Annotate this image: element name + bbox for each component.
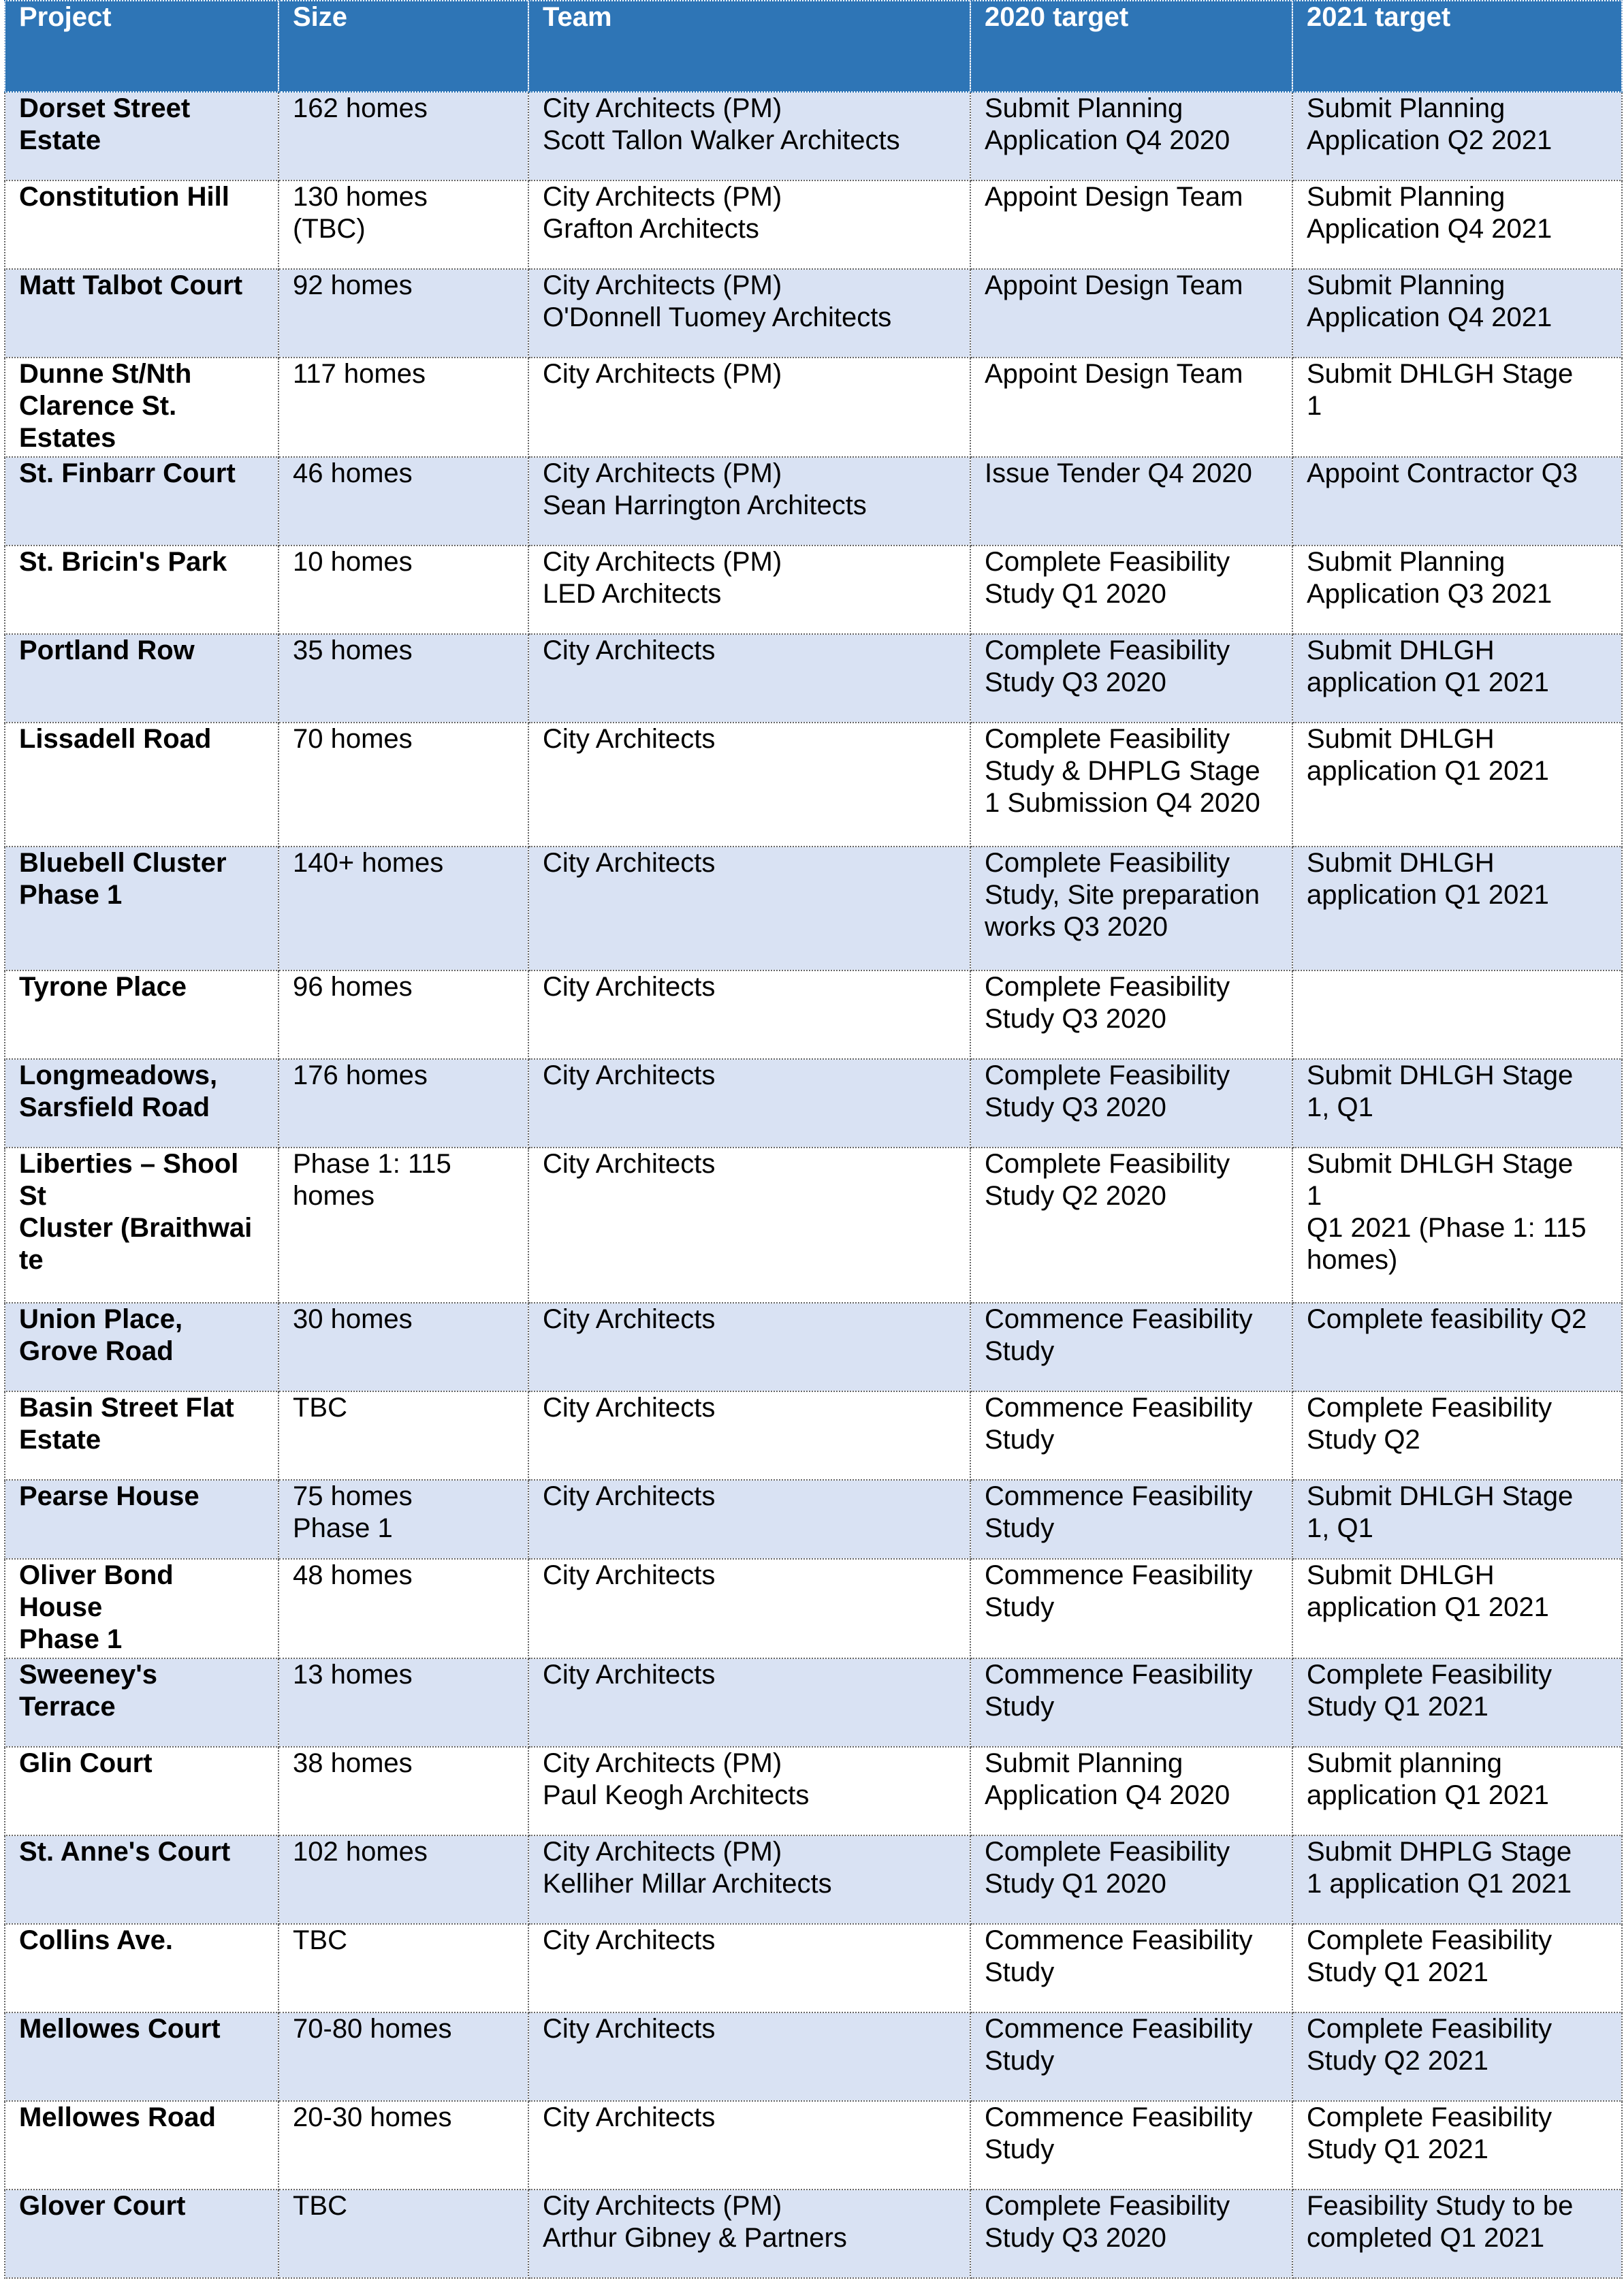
project-cell: Basin Street Flat Estate xyxy=(5,1391,278,1480)
team-cell: City Architects (PM) LED Architects xyxy=(528,546,970,634)
column-header-2020-target: 2020 target xyxy=(970,1,1292,92)
project-cell: Mellowes Court xyxy=(5,2012,278,2101)
target-2021-cell: Submit DHLGH Stage 1 Q1 2021 (Phase 1: 115 homes) xyxy=(1292,1148,1622,1303)
team-cell: City Architects xyxy=(528,1391,970,1480)
project-cell: Matt Talbot Court xyxy=(5,269,278,358)
target-2021-cell xyxy=(1292,970,1622,1059)
target-2020-cell: Complete Feasibility Study Q3 2020 xyxy=(970,2190,1292,2278)
target-2021-cell: Submit Planning Application Q2 2021 xyxy=(1292,92,1622,180)
target-2021-cell: Submit DHLGH Stage 1 xyxy=(1292,358,1622,457)
project-cell: Liberties – Shool St Cluster (Braithwai te xyxy=(5,1148,278,1303)
target-2020-cell: Complete Feasibility Study Q2 2020 xyxy=(970,1148,1292,1303)
target-2020-cell: Commence Feasibility Study xyxy=(970,1658,1292,1747)
target-2021-cell: Submit DHLGH Stage 1, Q1 xyxy=(1292,1059,1622,1148)
target-2021-cell: Submit Planning Application Q3 2021 xyxy=(1292,546,1622,634)
target-2020-cell: Complete Feasibility Study Q1 2020 xyxy=(970,546,1292,634)
project-cell: Glin Court xyxy=(5,1747,278,1835)
team-cell: City Architects (PM) Arthur Gibney & Partners xyxy=(528,2190,970,2278)
table-row xyxy=(5,723,1622,847)
target-2020-cell: Appoint Design Team xyxy=(970,180,1292,269)
table-body xyxy=(5,92,1622,2278)
project-cell: Union Place, Grove Road xyxy=(5,1303,278,1391)
team-cell: City Architects (PM) Sean Harrington Architects xyxy=(528,457,970,546)
size-cell: 46 homes xyxy=(278,457,528,546)
team-cell: City Architects (PM) Grafton Architects xyxy=(528,180,970,269)
team-cell: City Architects xyxy=(528,1924,970,2012)
target-2020-cell: Commence Feasibility Study xyxy=(970,2012,1292,2101)
projects-table xyxy=(4,0,1623,2279)
size-cell: 20-30 homes xyxy=(278,2101,528,2190)
team-cell: City Architects xyxy=(528,847,970,970)
table-row xyxy=(5,970,1622,1059)
table-row xyxy=(5,1059,1622,1148)
size-cell: 92 homes xyxy=(278,269,528,358)
team-cell: City Architects xyxy=(528,1658,970,1747)
size-cell: 48 homes xyxy=(278,1559,528,1658)
team-cell: City Architects (PM) Scott Tallon Walker Architects xyxy=(528,92,970,180)
table-row xyxy=(5,1559,1622,1658)
project-cell: St. Bricin's Park xyxy=(5,546,278,634)
project-cell: Longmeadows, Sarsfield Road xyxy=(5,1059,278,1148)
target-2021-cell: Submit DHLGH Stage 1, Q1 xyxy=(1292,1480,1622,1559)
target-2020-cell: Submit Planning Application Q4 2020 xyxy=(970,1747,1292,1835)
target-2021-cell: Submit Planning Application Q4 2021 xyxy=(1292,180,1622,269)
table-row xyxy=(5,1747,1622,1835)
size-cell: 162 homes xyxy=(278,92,528,180)
team-cell: City Architects xyxy=(528,970,970,1059)
target-2021-cell: Complete feasibility Q2 xyxy=(1292,1303,1622,1391)
column-header-2021-target: 2021 target xyxy=(1292,1,1622,92)
project-cell: Pearse House xyxy=(5,1480,278,1559)
team-cell: City Architects xyxy=(528,1303,970,1391)
project-cell: Oliver Bond House Phase 1 xyxy=(5,1559,278,1658)
table-row xyxy=(5,269,1622,358)
target-2021-cell: Submit Planning Application Q4 2021 xyxy=(1292,269,1622,358)
project-cell: St. Finbarr Court xyxy=(5,457,278,546)
size-cell: 70 homes xyxy=(278,723,528,847)
team-cell: City Architects xyxy=(528,2101,970,2190)
target-2021-cell: Submit DHPLG Stage 1 application Q1 2021 xyxy=(1292,1835,1622,1924)
table-row xyxy=(5,1658,1622,1747)
target-2021-cell: Submit DHLGH application Q1 2021 xyxy=(1292,723,1622,847)
project-cell: Dunne St/Nth Clarence St. Estates xyxy=(5,358,278,457)
target-2020-cell: Complete Feasibility Study & DHPLG Stage 1 Submission Q4 2020 xyxy=(970,723,1292,847)
team-cell: City Architects xyxy=(528,1148,970,1303)
target-2020-cell: Appoint Design Team xyxy=(970,358,1292,457)
size-cell: Phase 1: 115 homes xyxy=(278,1148,528,1303)
target-2020-cell: Commence Feasibility Study xyxy=(970,2101,1292,2190)
target-2021-cell: Complete Feasibility Study Q2 xyxy=(1292,1391,1622,1480)
table-row xyxy=(5,1480,1622,1559)
column-header-size: Size xyxy=(278,1,528,92)
target-2020-cell: Appoint Design Team xyxy=(970,269,1292,358)
table-row xyxy=(5,457,1622,546)
project-cell: Lissadell Road xyxy=(5,723,278,847)
table-row xyxy=(5,180,1622,269)
size-cell: 102 homes xyxy=(278,1835,528,1924)
target-2020-cell: Complete Feasibility Study Q3 2020 xyxy=(970,970,1292,1059)
target-2020-cell: Commence Feasibility Study xyxy=(970,1559,1292,1658)
table-row xyxy=(5,2012,1622,2101)
size-cell: 130 homes (TBC) xyxy=(278,180,528,269)
size-cell: 140+ homes xyxy=(278,847,528,970)
project-cell: St. Anne's Court xyxy=(5,1835,278,1924)
table-row xyxy=(5,358,1622,457)
size-cell: 117 homes xyxy=(278,358,528,457)
team-cell: City Architects xyxy=(528,1059,970,1148)
target-2021-cell: Complete Feasibility Study Q2 2021 xyxy=(1292,2012,1622,2101)
size-cell: 176 homes xyxy=(278,1059,528,1148)
target-2021-cell: Complete Feasibility Study Q1 2021 xyxy=(1292,1924,1622,2012)
size-cell: TBC xyxy=(278,1391,528,1480)
team-cell: City Architects xyxy=(528,1480,970,1559)
target-2021-cell: Complete Feasibility Study Q1 2021 xyxy=(1292,2101,1622,2190)
table-row xyxy=(5,634,1622,723)
target-2021-cell: Complete Feasibility Study Q1 2021 xyxy=(1292,1658,1622,1747)
project-cell: Dorset Street Estate xyxy=(5,92,278,180)
table-row xyxy=(5,1924,1622,2012)
project-cell: Collins Ave. xyxy=(5,1924,278,2012)
column-header-project: Project xyxy=(5,1,278,92)
project-cell: Constitution Hill xyxy=(5,180,278,269)
target-2020-cell: Commence Feasibility Study xyxy=(970,1391,1292,1480)
target-2021-cell: Feasibility Study to be completed Q1 2021 xyxy=(1292,2190,1622,2278)
target-2021-cell: Submit DHLGH application Q1 2021 xyxy=(1292,1559,1622,1658)
table-row xyxy=(5,2190,1622,2278)
team-cell: City Architects (PM) xyxy=(528,358,970,457)
team-cell: City Architects xyxy=(528,2012,970,2101)
target-2020-cell: Complete Feasibility Study Q1 2020 xyxy=(970,1835,1292,1924)
project-cell: Sweeney's Terrace xyxy=(5,1658,278,1747)
size-cell: TBC xyxy=(278,1924,528,2012)
table-row xyxy=(5,546,1622,634)
target-2020-cell: Issue Tender Q4 2020 xyxy=(970,457,1292,546)
target-2020-cell: Submit Planning Application Q4 2020 xyxy=(970,92,1292,180)
team-cell: City Architects (PM) Paul Keogh Architects xyxy=(528,1747,970,1835)
size-cell: 35 homes xyxy=(278,634,528,723)
table-row xyxy=(5,847,1622,970)
project-cell: Mellowes Road xyxy=(5,2101,278,2190)
header-row xyxy=(5,1,1622,92)
target-2021-cell: Submit DHLGH application Q1 2021 xyxy=(1292,634,1622,723)
team-cell: City Architects xyxy=(528,723,970,847)
size-cell: 13 homes xyxy=(278,1658,528,1747)
table-row xyxy=(5,92,1622,180)
table-row xyxy=(5,1835,1622,1924)
size-cell: 30 homes xyxy=(278,1303,528,1391)
project-cell: Tyrone Place xyxy=(5,970,278,1059)
table-row xyxy=(5,1148,1622,1303)
size-cell: 70-80 homes xyxy=(278,2012,528,2101)
target-2020-cell: Commence Feasibility Study xyxy=(970,1480,1292,1559)
team-cell: City Architects xyxy=(528,1559,970,1658)
size-cell: 38 homes xyxy=(278,1747,528,1835)
size-cell: 96 homes xyxy=(278,970,528,1059)
project-cell: Glover Court xyxy=(5,2190,278,2278)
target-2021-cell: Submit DHLGH application Q1 2021 xyxy=(1292,847,1622,970)
team-cell: City Architects (PM) Kelliher Millar Architects xyxy=(528,1835,970,1924)
size-cell: TBC xyxy=(278,2190,528,2278)
team-cell: City Architects (PM) O'Donnell Tuomey Architects xyxy=(528,269,970,358)
project-cell: Bluebell Cluster Phase 1 xyxy=(5,847,278,970)
team-cell: City Architects xyxy=(528,634,970,723)
target-2020-cell: Complete Feasibility Study, Site preparation works Q3 2020 xyxy=(970,847,1292,970)
size-cell: 75 homes Phase 1 xyxy=(278,1480,528,1559)
target-2020-cell: Commence Feasibility Study xyxy=(970,1924,1292,2012)
column-header-team: Team xyxy=(528,1,970,92)
table-row xyxy=(5,1303,1622,1391)
table-row xyxy=(5,1391,1622,1480)
table-header xyxy=(5,1,1622,92)
table-row xyxy=(5,2101,1622,2190)
target-2021-cell: Submit planning application Q1 2021 xyxy=(1292,1747,1622,1835)
size-cell: 10 homes xyxy=(278,546,528,634)
project-cell: Portland Row xyxy=(5,634,278,723)
target-2020-cell: Complete Feasibility Study Q3 2020 xyxy=(970,634,1292,723)
target-2020-cell: Complete Feasibility Study Q3 2020 xyxy=(970,1059,1292,1148)
target-2020-cell: Commence Feasibility Study xyxy=(970,1303,1292,1391)
target-2021-cell: Appoint Contractor Q3 xyxy=(1292,457,1622,546)
